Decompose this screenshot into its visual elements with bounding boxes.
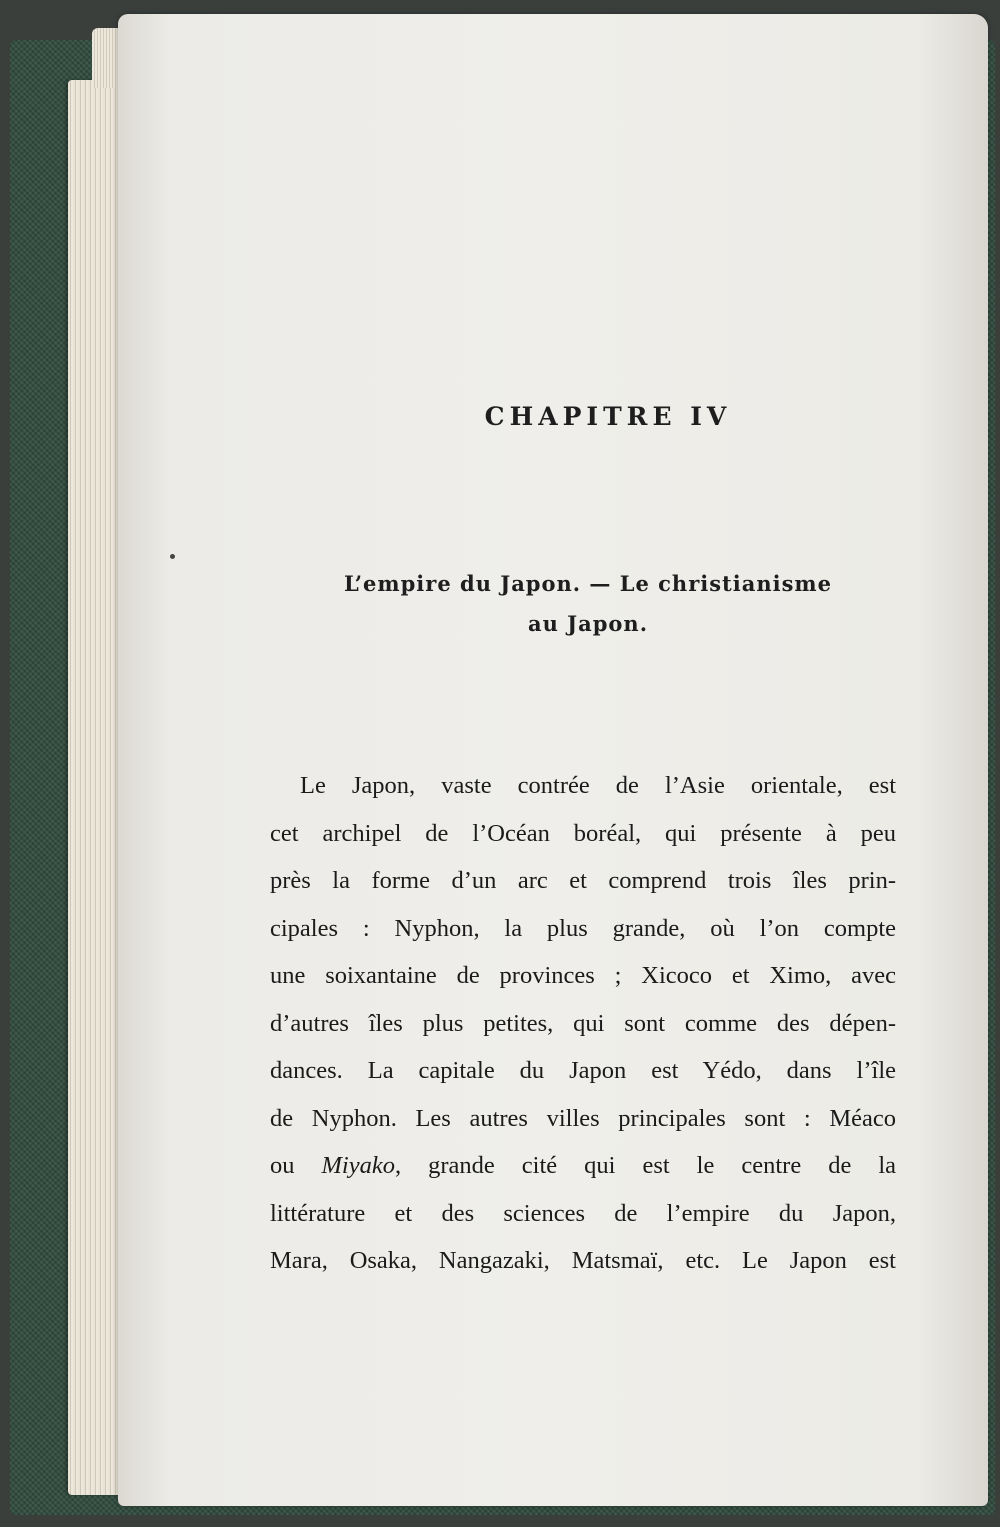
text-line-1: Le Japon, vaste contrée de l’Asie orientale, est (300, 772, 896, 799)
text-line-5: une soixantaine de provinces ; Xicoco et Ximo, avec (270, 962, 896, 989)
text-line-3: près la forme d’un arc et comprend trois îles prin- (270, 867, 896, 894)
text-line-2: cet archipel de l’Océan boréal, qui présente à peu (270, 819, 896, 847)
italic-word-miyako: Miyako (321, 1152, 395, 1179)
subtitle-line-1: L’empire du Japon. — Le christianisme (343, 571, 832, 596)
text-line-9-rest: , grande cité qui est le centre de la (394, 1152, 897, 1179)
text-line-7: dances. La capitale du Japon est Yédo, dans l’île (270, 1057, 896, 1084)
text-line-9-start: ou (270, 1152, 322, 1179)
chapter-subtitle (288, 564, 888, 644)
text-line-11: Mara, Osaka, Nangazaki, Matsmaï, etc. Le Japon est (270, 1247, 896, 1274)
page-speck (170, 554, 175, 559)
text-line-6: d’autres îles plus petites, qui sont comme des dépen- (270, 1009, 896, 1037)
body-paragraph (270, 762, 896, 1285)
text-line-9 (270, 1142, 896, 1190)
subtitle-line-2: au Japon. (528, 611, 648, 636)
book-page (118, 14, 988, 1506)
text-line-10: littérature et des sciences de l’empire du Japon, (270, 1199, 896, 1227)
chapter-title: CHAPITRE IV (484, 402, 732, 431)
text-line-8: de Nyphon. Les autres villes principales sont : Méaco (270, 1104, 896, 1132)
text-line-4: cipales : Nyphon, la plus grande, où l’on compte (270, 914, 896, 942)
